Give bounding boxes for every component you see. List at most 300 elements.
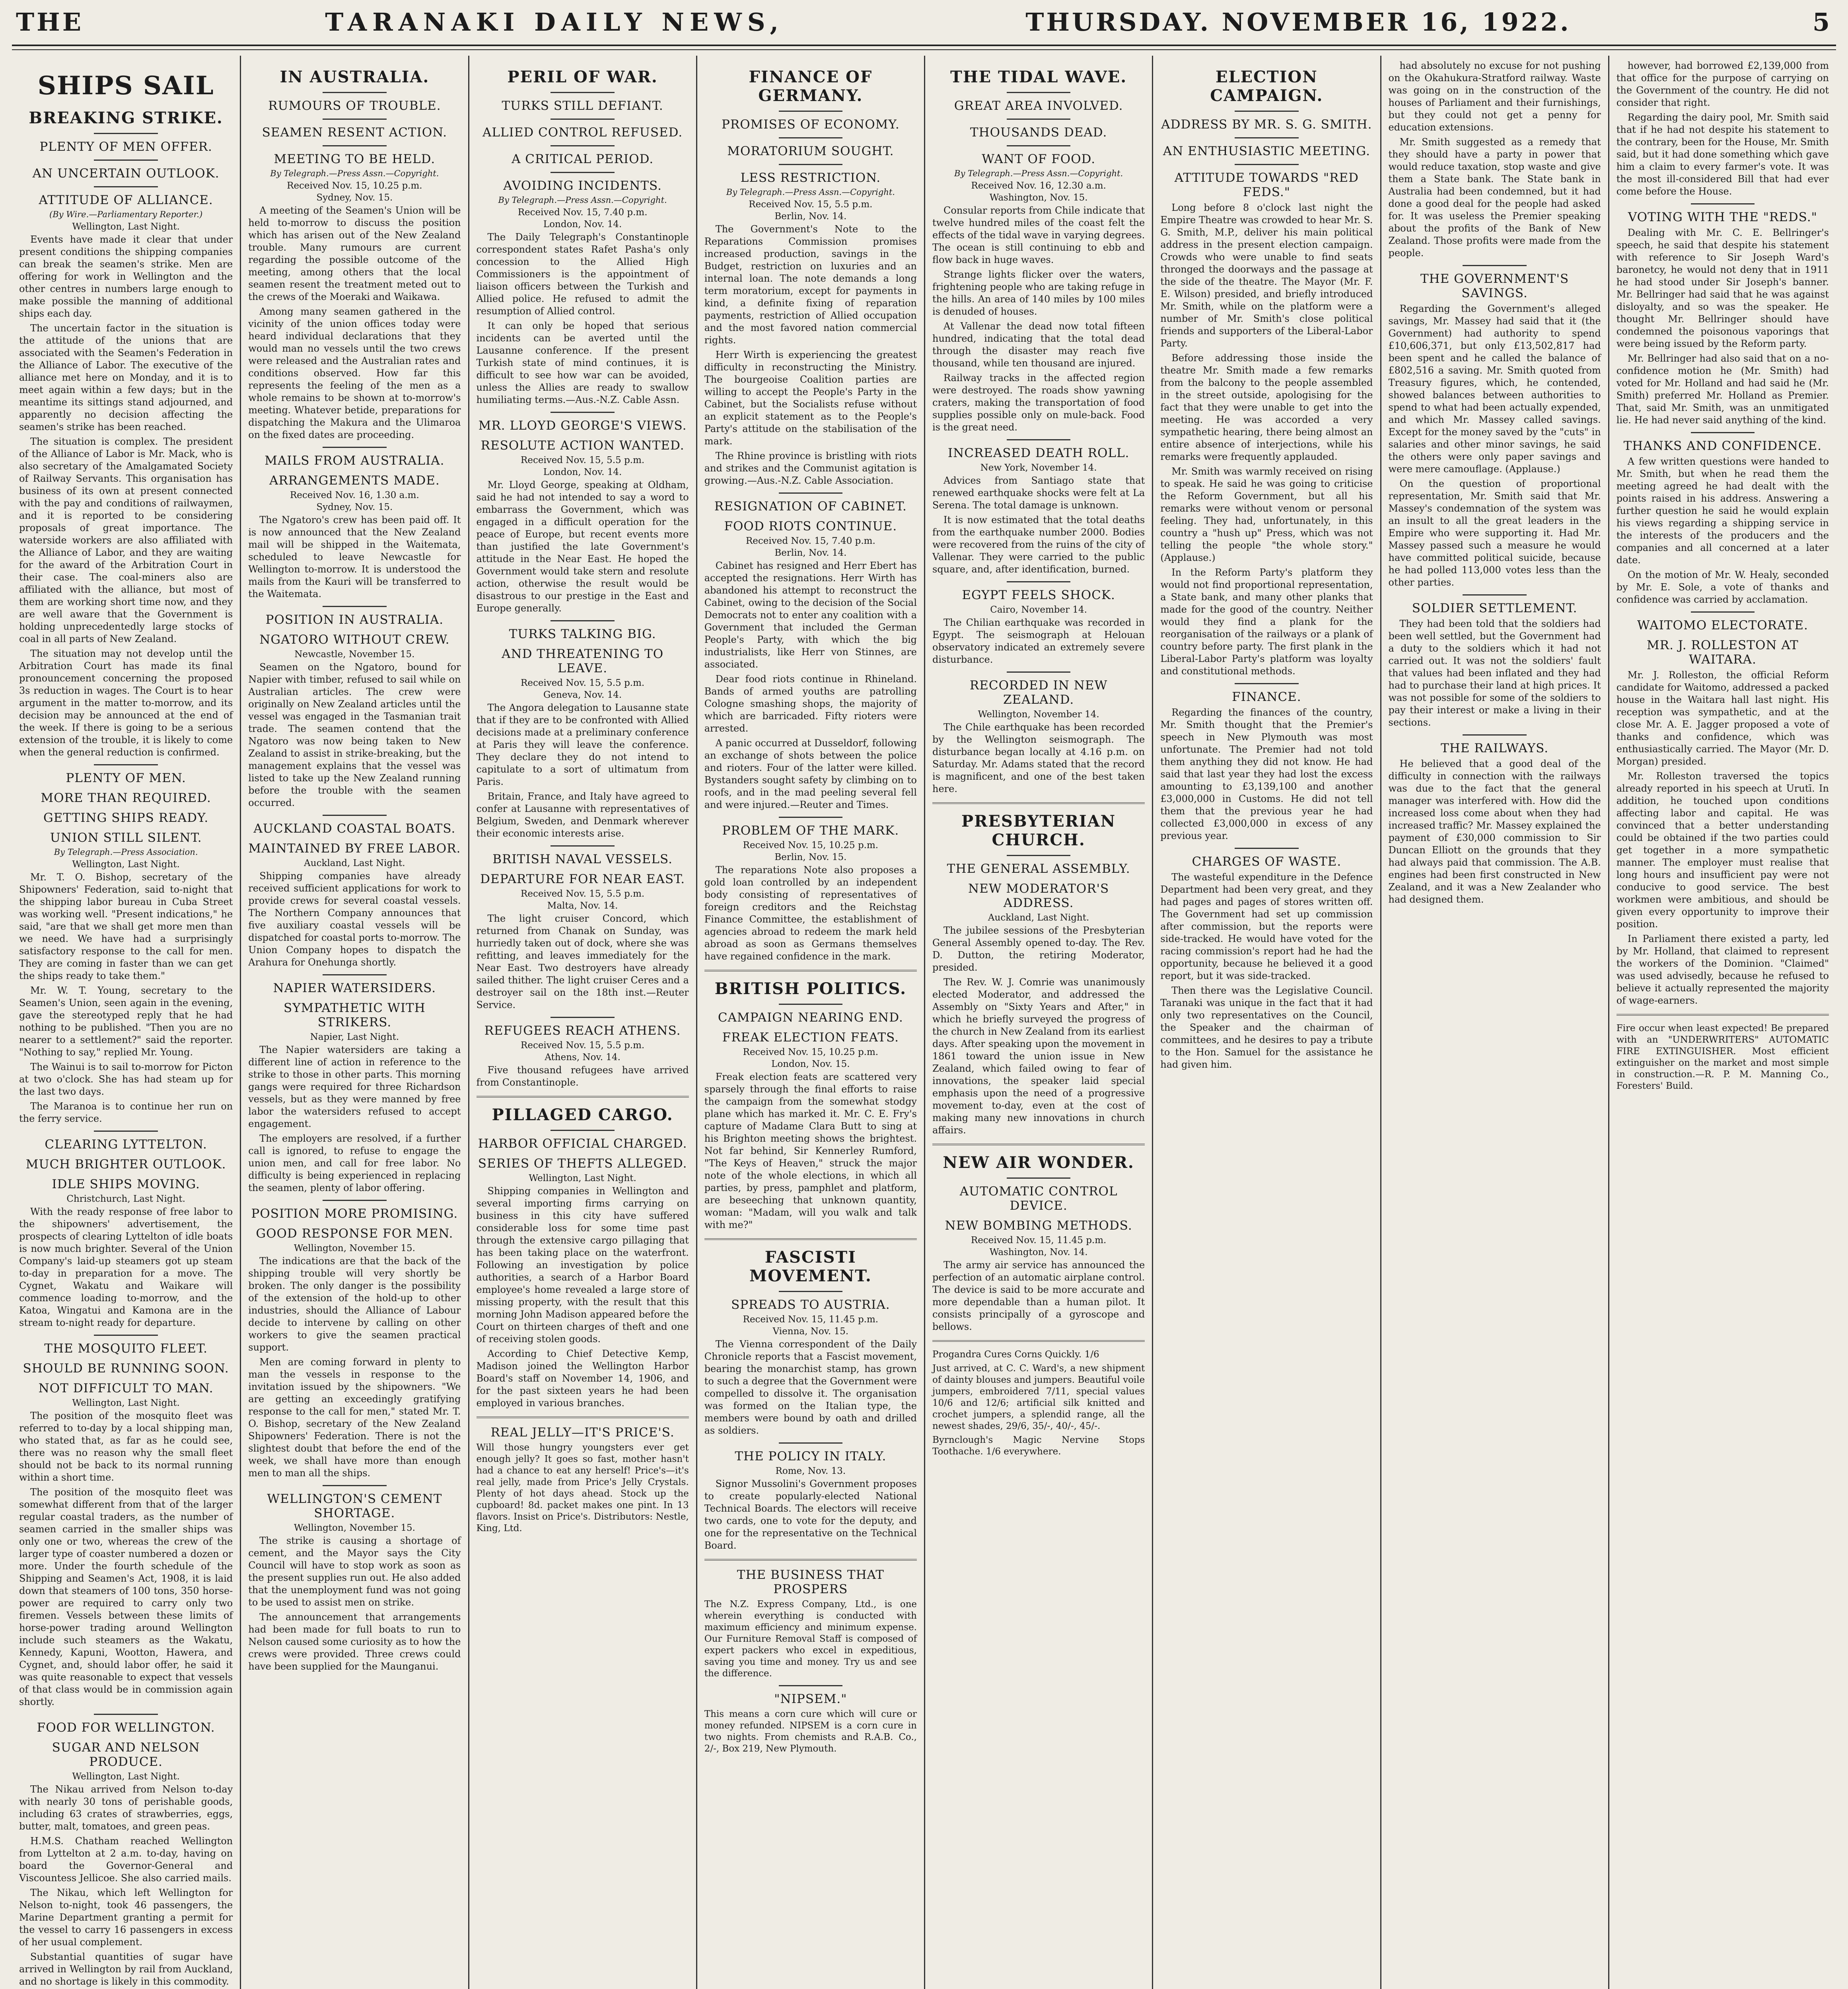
divider (94, 764, 158, 765)
deck: ALLIED CONTROL REFUSED. (482, 125, 683, 140)
section-heading: THE POLICY IN ITALY. (735, 1449, 887, 1464)
divider (94, 133, 158, 134)
divider (94, 160, 158, 161)
divider (551, 145, 614, 146)
dateline: Wellington, Last Night. (529, 1173, 636, 1183)
paragraph: Mr. W. T. Young, secretary to the Seamen's Union, seen again in the evening, gave the stereotyped reply that he had nothing to be published. "Then you are no nearer to a settlement?" said the reporter. "Nothing to say," replied Mr. Young. (19, 985, 233, 1058)
byline: By Telegraph.—Press Assn.—Copyright. (270, 169, 439, 178)
paragraph: The light cruiser Concord, which returned from Chanak on Sunday, was hurriedly taken out of dock, where she was refitting, and leaves immediately for the Near East. Two destroyers have already sailed thither. The light cruiser Ceres and a destroyer sail on the 18th inst.—Reuter Service. (476, 913, 689, 1010)
dateline: Geneva, Nov. 14. (543, 690, 622, 700)
column-5 (924, 56, 1152, 1989)
section-heading: NOT DIFFICULT TO MAN. (38, 1381, 214, 1395)
divider (323, 606, 386, 607)
paragraph: Mr. Smith was warmly received on rising to speak. He said he was going to criticise the Reform Government, but all his remarks were without venom or personal feeling. They had, unfortunately, in this country a "hush up" Press, which was not telling the people "the whole story." (Applause.) (1160, 466, 1373, 563)
section-heading: THE GENERAL ASSEMBLY. (947, 862, 1130, 876)
received-line: Received Nov. 15, 5.5 p.m. (521, 678, 645, 688)
divider (551, 620, 614, 621)
divider (551, 119, 614, 120)
paragraph: Regarding the finances of the country, Mr. Smith thought that the Premier's speech in New Plymouth was most unfortunate. The Premier had not told them anything they did not know. He had said that last year they had lost the excess amounting to £3,139,100 and another £3,000,000 in Customs. He did not tell them that the previous year he had collected £3,000,000 in excess of any previous year. (1160, 707, 1373, 841)
divider (323, 145, 386, 146)
section-heading: PLENTY OF MEN. (66, 771, 186, 785)
paragraph: At Vallenar the dead now total fifteen hundred, indicating that the total dead through the disaster may reach five thousand, while ten thousand are injured. (932, 321, 1145, 369)
section-heading: ARRANGEMENTS MADE. (269, 473, 440, 488)
section-heading: IDLE SHIPS MOVING. (52, 1177, 200, 1191)
section-heading: MR. J. ROLLESTON AT WAITARA. (1646, 638, 1799, 667)
paragraph: Regarding the dairy pool, Mr. Smith said that if he had not despite his statement to the contrary, been for the House, Mr. Smith said, but it had done something which gave him a claim to every farmer's vote. It was the most ill-considered Bill that had ever come before the House. (1616, 112, 1829, 197)
divider (779, 1442, 842, 1444)
divider (1235, 164, 1298, 165)
headline: IN AUSTRALIA. (280, 68, 430, 86)
deck: MORATORIUM SOUGHT. (727, 144, 894, 158)
headline: THE TIDAL WAVE. (950, 68, 1127, 86)
divider (323, 119, 386, 120)
paragraph: The army air service has announced the perfection of an automatic airplane control. The device is said to be more accurate and more dependable than a human pilot. It consists principally of a gyroscope and bellows. (932, 1259, 1145, 1332)
divider (323, 92, 386, 93)
paragraph: Mr. T. O. Bishop, secretary of the Shipowners' Federation, said to-night that the shipping labor bureau in Cuba Street was working well. "Present indications," he said, "are that we shall get more men than we need. We have had a surprisingly satisfactory response to the call for men. They are coming in faster than we can get the ships ready to take them." (19, 872, 233, 981)
section-heading: GETTING SHIPS READY. (43, 811, 209, 825)
received-line: Received Nov. 15, 5.5 p.m. (521, 889, 645, 899)
section-heading: NGATORO WITHOUT CREW. (259, 633, 450, 647)
paragraph: Substantial quantities of sugar have arrived in Wellington by rail from Auckland, and no shortage is likely in this commodity. (19, 1951, 233, 1987)
paragraph: Signor Mussolini's Government proposes to create popularly-elected National Technical Boards. The electors will receive two cards, one to vote for the deputy, and one for the representative on the Technical Board. (704, 1478, 917, 1551)
deck: WANT OF FOOD. (982, 152, 1096, 166)
received-line: Received Nov. 15, 10.25 p.m. (743, 840, 879, 850)
advert-text: Byrnclough's Magic Nervine Stops Toothache. 1/6 everywhere. (932, 1435, 1145, 1457)
divider (1691, 432, 1755, 433)
divider (551, 1130, 614, 1131)
paragraph: The wasteful expenditure in the Defence Department had been very great, and they had pages and pages of stores written off. The Government had set up commission after commission, but the reports were side-tracked. He would have voted for the racing commission's report had he had the opportunity, because he believed it a good report, but it was side-tracked. (1160, 872, 1373, 981)
divider (779, 817, 842, 818)
section-heading: NAPIER WATERSIDERS. (273, 981, 436, 995)
paragraph: H.M.S. Chatham reached Wellington from Lyttelton at 2 a.m. to-day, having on board the Governor-General and Viscountess Jellicoe. She also carried mails. (19, 1835, 233, 1884)
headline: SHIPS SAIL (37, 71, 214, 101)
paragraph: Shipping companies in Wellington and several importing firms carrying on business in this city have suffered considerable loss for some time past through the extensive cargo pillaging that has been taking place on the waterfront. Following an investigation by police authorities, a search of a Harbor Board employee's home revealed a large store of missing property, with the result that this morning John Madison appeared before the Court on thirteen charges of theft and one of receiving stolen goods. (476, 1185, 689, 1345)
paragraph: Strange lights flicker over the waters, frightening people who are taking refuge in the hills. An area of 140 miles by 100 miles is denuded of houses. (932, 269, 1145, 317)
advert-text: Will those hungry youngsters ever get enough jelly? It goes so fast, mother hasn't had a chance to eat any herself! Price's—it's real jelly, made from Price's Jelly Crystals. Plenty of hot days ahead. Stock up the cupboard! 8d. packet makes one pint. In 13 flavors. Insist on Price's. Distributors: Nestle, King, Ltd. (476, 1442, 689, 1534)
dateline: Washington, Nov. 15. (989, 193, 1088, 203)
paragraph: Then there was the Legislative Council. Taranaki was unique in the fact that it had only two representatives on the Council, the Speaker and the chairman of committees, and he desires to pay a tribute to the Hon. Samuel for the assistance he had given him. (1160, 985, 1373, 1070)
advert-heading: REAL JELLY—IT'S PRICE'S. (490, 1425, 675, 1440)
paragraph: The Rhine province is bristling with riots and strikes and the Communist agitation is growing.—Aus.-N.Z. Cable Association. (704, 450, 917, 486)
paragraph: In the Reform Party's platform they would not find proportional representation, a State bank, and many other planks that made for the good of the country. Neither would they find a plank for the reorganisation of the railways or a plank of country before party. The first plank in the Liberal-Labor Party's platform was loyalty and constitutional methods. (1160, 567, 1373, 677)
section-heading: RESIGNATION OF CABINET. (714, 499, 907, 514)
paragraph: Freak election feats are scattered very sparsely through the final efforts to raise the campaign from the somewhat stodgy plane which has marked it. Mr. C. E. Fry's capture of Madame Clara Butt to sing at his Brighton meeting shows the brightest. Not far behind, Sir Kennerley Rumford, "The Keys of Heaven," struck the major note of the whole elections, in which all parties, by press, pamphlet and platform, are beseeching that unknown quantity, woman: "Madam, will you walk and talk with me?" (704, 1071, 917, 1230)
paragraph: The jubilee sessions of the Presbyterian General Assembly opened to-day. The Rev. D. Dutton, the retiring Moderator, presided. (932, 925, 1145, 973)
paragraph: Consular reports from Chile indicate that twelve hundred miles of the coast felt the effects of the tidal wave in varying degrees. The ocean is still continuing to ebb and flow back in huge waves. (932, 205, 1145, 265)
deck: ATTITUDE TOWARDS "RED FEDS." (1174, 171, 1359, 199)
column-3 (468, 56, 696, 1989)
dateline: Sydney, Nov. 15. (316, 193, 393, 203)
advert-text: The N.Z. Express Company, Ltd., is one wherein everything is conducted with maximum efficiency and minimum expense. Our Furniture Removal Staff is composed of expert packers who excel in expeditious, saving you time and money. Try us and see the difference. (704, 1599, 917, 1679)
section-headline: PRESBYTERIAN CHURCH. (961, 812, 1116, 849)
paragraph: It can only be hoped that serious incidents can be averted until the Lausanne conference. If the present Turkish state of mind continues, it is difficult to see how war can be avoided, unless the Allies are ready to swallow humiliating terms.—Aus.-N.Z. Cable Assn. (476, 320, 689, 405)
section-heading: AND THREATENING TO LEAVE. (502, 647, 664, 675)
advert-heading: "NIPSEM." (774, 1692, 847, 1706)
section-heading: THANKS AND CONFIDENCE. (1623, 439, 1822, 453)
divider (477, 1417, 689, 1418)
deck: GREAT AREA INVOLVED. (954, 99, 1123, 113)
paragraph: The Napier watersiders are taking a different line of action in reference to the strike to those in other parts. This morning gangs were required for three Richardson vessels, but as they were manned by free labor the watersiders refused to accept engagement. (248, 1044, 461, 1129)
section-heading: SPREADS TO AUSTRIA. (731, 1298, 890, 1312)
paragraph: With the ready response of free labor to the shipowners' advertisement, the prospects of clearing Lyttelton of idle boats is now much brighter. Several of the Union Company's laid-up steamers got up steam to-day in preparation for a move. The Cygnet, Wakatu and Waikare will commence loading to-morrow, and the Katoa, Wingatui and Kamona are in the stream to-night ready for departure. (19, 1206, 233, 1328)
divider (932, 1340, 1145, 1342)
divider (779, 1004, 842, 1005)
divider (551, 845, 614, 847)
dateline: Washington, Nov. 14. (989, 1247, 1088, 1257)
divider (779, 492, 842, 494)
section-heading: FOOD RIOTS CONTINUE. (724, 519, 897, 533)
dateline: Rome, Nov. 13. (775, 1466, 846, 1476)
paragraph: The Wainui is to sail to-morrow for Picton at two o'clock. She has had steam up for the last two days. (19, 1061, 233, 1097)
paragraph: On the motion of Mr. W. Healy, seconded by Mr. E. Sole, a vote of thanks and confidence was carried by acclamation. (1616, 569, 1829, 605)
dateline: Christchurch, Last Night. (66, 1194, 185, 1204)
section-heading: RECORDED IN NEW ZEALAND. (969, 678, 1108, 707)
paragraph: A few written questions were handed to Mr. Smith, but when he read them the meeting agreed he had dealt with the points raised in his address. Answering a further question he said he would explain his views regarding a shipping service in the interests of the producers and the companies and all concerned at a later date. (1616, 456, 1829, 566)
dateline: Malta, Nov. 14. (547, 901, 618, 911)
paragraph: Railway tracks in the affected region were destroyed. The roads show yawning craters, making the transportation of food supplies possible only on mule-back. Food is the great need. (932, 372, 1145, 433)
deck: BREAKING STRIKE. (29, 109, 223, 127)
dateline: Napier, Last Night. (310, 1032, 399, 1042)
byline: By Telegraph.—Press Association. (54, 847, 198, 857)
divider (704, 1559, 917, 1561)
divider (1007, 671, 1070, 673)
dateline: New York, November 14. (980, 463, 1097, 473)
section-heading: NEW MODERATOR'S ADDRESS. (968, 882, 1109, 910)
paragraph: Mr. Lloyd George, speaking at Oldham, said he had not intended to say a word to embarrass the Government, which was engaged in a difficult operation for the peace of Europe, but recent events more than justified the late Government's attitude in the Near East. He hoped the Government would take stern and resolute action, otherwise the result would be disastrous to our prestige in the East and Europe generally. (476, 479, 689, 614)
section-heading: SERIES OF THEFTS ALLEGED. (478, 1156, 687, 1171)
paragraph: The Government's Note to the Reparations Commission promises increased production, savings in the Budget, restriction on luxuries and an internal loan. The note demands a long term moratorium, except for payments in kind, a definite fixing of reparation payments, restriction of Allied occupation and the most favored nation commercial rights. (704, 224, 917, 346)
section-heading: WELLINGTON'S CEMENT SHORTAGE. (267, 1492, 442, 1520)
dateline: Berlin, Nov. 14. (774, 211, 847, 222)
divider (94, 1714, 158, 1715)
paragraph: The Chilian earthquake was recorded in Egypt. The seismograph at Helouan observatory indicated an extremely severe disturbance. (932, 617, 1145, 665)
section-heading: FREAK ELECTION FEATS. (722, 1030, 899, 1045)
divider (323, 974, 386, 975)
divider (1007, 145, 1070, 146)
divider (551, 412, 614, 413)
deck: PROMISES OF ECONOMY. (722, 117, 900, 132)
section-heading: NEW BOMBING METHODS. (945, 1218, 1132, 1233)
paragraph: Seamen on the Ngatoro, bound for Napier with timber, refused to sail while on Australian articles. The crew were originally on New Zealand articles until the vessel was engaged in the Tasmanian trait trade. The seamen contend that the Ngatoro was now being taken to New Zealand to assist in strike-breaking, but the management explains that the vessel was listed to take up the New Zealand running before the trouble with the seamen occurred. (248, 662, 461, 808)
divider (1463, 734, 1526, 736)
divider (1007, 92, 1070, 93)
masthead-left: THE (16, 7, 84, 37)
section-headline: PILLAGED CARGO. (492, 1105, 673, 1124)
divider (1463, 594, 1526, 596)
column-1 (12, 56, 240, 1989)
section-heading: HARBOR OFFICIAL CHARGED. (478, 1137, 687, 1151)
paragraph: In Parliament there existed a party, led by Mr. Holland, that claimed to represent the workers of the Dominion. "Claimed" was used advisedly, because he refused to believe it actually represented the majority of wage-earners. (1616, 933, 1829, 1006)
section-heading: MUCH BRIGHTER OUTLOOK. (25, 1157, 226, 1172)
dateline: London, Nov. 14. (543, 467, 622, 477)
dateline: Cairo, November 14. (990, 605, 1087, 615)
section-heading: THE GOVERNMENT'S SAVINGS. (1420, 272, 1569, 300)
paragraph: Mr. Rolleston traversed the topics already reported in his speech at Urutī. In addition, he touched upon conditions affecting labor and capital. He was convinced that a better understanding could be obtained if the two parties could get together in a more sympathetic manner. The employer must realise that long hours and insufficient pay were not conducive to good service. The best workmen were ambitious, and should be given every opportunity to improve their position. (1616, 771, 1829, 930)
paragraph: The Vienna correspondent of the Daily Chronicle reports that a Fascist movement, bearing the monarchist stamp, has grown to such a degree that the Government were compelled to dissolve it. The organisation was formed on the Italian type, the members were bound by oath and drilled as soldiers. (704, 1339, 917, 1436)
dateline: Berlin, Nov. 15. (774, 852, 847, 862)
divider (323, 1200, 386, 1201)
paragraph: They had been told that the soldiers had been well settled, but the Government had a duty to the soldiers which it had not carried out. It was not the soldiers' fault that values had been inflated and they had had to purchase their land at high prices. It was not possible for some of the soldiers to pay their interest or make a living in their sections. (1388, 618, 1601, 728)
dateline: Wellington, Last Night. (72, 859, 180, 870)
received-line: Received Nov. 15, 5.5 p.m. (749, 199, 873, 210)
deck: AN UNCERTAIN OUTLOOK. (32, 166, 220, 181)
paragraph: Herr Wirth is experiencing the greatest difficulty in reconstructing the Ministry. The bourgeoise Coalition parties are willing to accept the People's Party in the Cabinet, but the Socialists refuse without an explicit statement as to the People's Party's attitude on the stabilisation of the mark. (704, 349, 917, 447)
divider (323, 815, 386, 816)
paragraph: Advices from Santiago state that renewed earthquake shocks were felt at La Serena. The total damage is unknown. (932, 475, 1145, 511)
paragraph: The uncertain factor in the situation is the attitude of the unions that are associated with the Seamen's Federation in the Alliance of Labor. The executive of the alliance met here on Monday, and it is to meet again within a few days; but in the meantime its sittings stand adjourned, and apparently no decision affecting the seamen's strike has been reached. (19, 323, 233, 432)
received-line: Received Nov. 15, 7.40 p.m. (517, 207, 648, 218)
divider (323, 447, 386, 448)
paragraph: The Rev. W. J. Comrie was unanimously elected Moderator, and addressed the Assembly on "Sixty Years and After," in which he briefly surveyed the progress of the church in New Zealand from its earliest days. After speaking upon the movement in 1861 toward the union issue in New Zealand, which failed owing to fear of innovations, the speaker laid special emphasis upon the need of a progressive movement to-day, even at the cost of making many new innovations in church affairs. (932, 977, 1145, 1136)
divider (779, 137, 842, 138)
dateline: London, Nov. 14. (543, 219, 622, 230)
divider (1007, 855, 1070, 856)
dateline: Wellington, Last Night. (72, 222, 180, 232)
column-4 (696, 56, 924, 1989)
divider (94, 1131, 158, 1132)
section-heading: EGYPT FEELS SHOCK. (962, 588, 1115, 602)
paragraph: The Nikau, which left Wellington for Nelson to-night, took 46 passengers, the Marine Department granting a permit for the vessel to carry 16 passengers in excess of her usual complement. (19, 1887, 233, 1948)
section-headline: FASCISTI MOVEMENT. (749, 1248, 872, 1285)
deck: TURKS STILL DEFIANT. (502, 99, 663, 113)
paragraph: however, had borrowed £2,139,000 from that office for the purpose of carrying on the Government of the country. He did not consider that right. (1616, 60, 1829, 108)
section-heading: SUGAR AND NELSON PRODUCE. (52, 1740, 200, 1769)
deck: LESS RESTRICTION. (740, 171, 881, 185)
paragraph: had absolutely no excuse for not pushing on the Okahukura-Stratford railway. Waste was going on in the construction of the houses of Parliament and their furnishings, but they could not get a penny for education extensions. (1388, 60, 1601, 133)
section-heading: SOLDIER SETTLEMENT. (1412, 601, 1578, 615)
paragraph: According to Chief Detective Kemp, Madison joined the Wellington Harbor Board's staff on November 14, 1906, and for the past sixteen years he had been employed in various branches. (476, 1348, 689, 1409)
section-heading: CHARGES OF WASTE. (1192, 854, 1342, 869)
paragraph: The Angora delegation to Lausanne state that if they are to be confronted with Allied decisions made at a preliminary conference at Paris they will leave the conference. They declare they do not intend to capitulate to a sort of ultimatum from Paris. (476, 702, 689, 787)
dateline: Newcastle, November 15. (294, 649, 415, 660)
section-heading: AUTOMATIC CONTROL DEVICE. (959, 1184, 1118, 1213)
paragraph: On the question of proportional representation, Mr. Smith said that Mr. Massey's condemnation of the system was an insult to all the great leaders in the Empire who were supporting it. Had Mr. Massey passed such a measure he would have committed political suicide, because he had polled 113,000 votes less than the other parties. (1388, 478, 1601, 588)
dateline: Auckland, Last Night. (304, 858, 405, 868)
section-heading: PROBLEM OF THE MARK. (722, 823, 899, 838)
paragraph: The Ngatoro's crew has been paid off. It is now announced that the New Zealand mail will be shipped in the Waitemata, scheduled to leave Newcastle for Wellington to-morrow. It is understood the mails from the Kauri will be transferred to the Waitemata. (248, 514, 461, 599)
section-headline: NEW AIR WONDER. (943, 1153, 1134, 1172)
advert-text: Just arrived, at C. C. Ward's, a new shipment of dainty blouses and jumpers. Beautiful voile jumpers, embroidered 7/11, special values 10/6 and 12/6; artificial silk knitted and crochet jumpers, a splendid range, all the newest shades, 29/6, 35/-, 40/-, 45/-. (932, 1363, 1145, 1431)
section-heading: FINANCE. (1232, 690, 1301, 704)
divider (779, 1685, 842, 1686)
paragraph: The Chile earthquake has been recorded by the Wellington seismograph. The disturbance began locally at 4.16 p.m. on Saturday. Mr. Adams stated that the record is magnificent, and one of the best taken here. (932, 722, 1145, 794)
divider (779, 164, 842, 165)
deck: MEETING TO BE HELD. (274, 152, 436, 166)
section-heading: MAILS FROM AUSTRALIA. (265, 453, 445, 468)
divider (1235, 683, 1298, 684)
received-line: Received Nov. 15, 11.45 p.m. (743, 1314, 879, 1325)
received-line: Received Nov. 15, 7.40 p.m. (745, 536, 875, 546)
column-6 (1152, 56, 1380, 1989)
section-heading: THE RAILWAYS. (1441, 741, 1549, 755)
paragraph: The situation may not develop until the Arbitration Court has made its final pronouncement concerning the proposed 3s reduction in wages. The Court is to hear argument in the matter to-morrow, and its decision may be announced at the end of the week. If there is going to be a serious extension of the trouble, it is likely to come when the general reduction is confirmed. (19, 648, 233, 758)
paragraph: The position of the mosquito fleet was referred to to-day by a local shipping man, who stated that, as far as he could see, there was no reason why the small fleet should not be back to its normal running within a short time. (19, 1410, 233, 1483)
section-heading: CAMPAIGN NEARING END. (718, 1010, 903, 1025)
columns (12, 56, 1836, 1989)
section-heading: REFUGEES REACH ATHENS. (484, 1024, 681, 1038)
paragraph: Men are coming forward in plenty to man the vessels in response to the invitation issued by the shipowners. "We are getting an exceedingly gratifying response to the call for men," stated Mr. T. O. Bishop, secretary of the New Zealand Shipowners' Federation. There is not the slightest doubt that before the end of the week, we shall have more than enough men to man all the ships. (248, 1356, 461, 1479)
section-heading: MAINTAINED BY FREE LABOR. (248, 841, 461, 856)
deck: THOUSANDS DEAD. (970, 125, 1107, 140)
divider (323, 1485, 386, 1486)
received-line: Received Nov. 15, 5.5 p.m. (521, 1040, 645, 1051)
divider (1691, 203, 1755, 204)
divider (551, 92, 614, 93)
masthead (16, 0, 1832, 44)
column-7 (1380, 56, 1608, 1989)
received-line: Received Nov. 15, 11.45 p.m. (971, 1235, 1107, 1246)
deck: AN ENTHUSIASTIC MEETING. (1163, 144, 1370, 158)
section-heading: TURKS TALKING BIG. (509, 627, 656, 641)
paragraph: Five thousand refugees have arrived from Constantinople. (476, 1065, 689, 1088)
dateline: London, Nov. 15. (771, 1059, 850, 1069)
paragraph: A panic occurred at Dusseldorf, following an exchange of shots between the police and rioters. Four of the latter were killed. Bystanders sought safety by climbing on to roofs, and in the mad peeling several fell and were injured.—Reuter and Times. (704, 738, 917, 810)
divider (932, 802, 1145, 804)
deck: ATTITUDE OF ALLIANCE. (39, 193, 213, 207)
deck: ADDRESS BY MR. S. G. SMITH. (1161, 117, 1372, 132)
received-line: Received Nov. 15, 10.25 p.m. (287, 181, 422, 191)
paragraph: Events have made it clear that under present conditions the shipping companies can break the seamen's strike. Men are offering for work in Wellington and the other centres in numbers large enough to make possible the manning of additional ships each day. (19, 234, 233, 319)
divider (94, 186, 158, 187)
dateline: Wellington, November 15. (294, 1523, 415, 1533)
dateline: Wellington, November 15. (294, 1243, 415, 1253)
deck: RUMOURS OF TROUBLE. (268, 99, 441, 113)
paragraph: Dear food riots continue in Rhineland. Bands of armed youths are patrolling Cologne smashing shops, the majority of which are barricaded. Fifty rioters were arrested. (704, 673, 917, 734)
paragraph: The employers are resolved, if a further call is ignored, to refuse to engage the union men, and call for free labor. No difficulty is being experienced in replacing the seamen, plenty of labor offering. (248, 1133, 461, 1193)
column-8 (1608, 56, 1836, 1989)
paragraph: He believed that a good deal of the difficulty in connection with the railways was due to the fact that the general manager was interfered with. How did the increased loss come about when they had increased traffic? Mr. Massey explained the payment of £30,000 commission to Sir Duncan Elliott on the grounds that they had always paid that commission. The A.B. engines had been first constructed in New Zealand, and it was a New Zealander who had designed them. (1388, 758, 1601, 905)
section-heading: WAITOMO ELECTORATE. (1637, 618, 1808, 633)
divider (779, 1291, 842, 1292)
masthead-rule (12, 45, 1836, 50)
received-line: Received Nov. 16, 1.30 a.m. (290, 490, 419, 500)
byline: By Telegraph.—Press Assn.—Copyright. (954, 169, 1123, 178)
headline: ELECTION CAMPAIGN. (1210, 68, 1323, 105)
divider (551, 1017, 614, 1018)
masthead-page-number: 5 (1812, 7, 1832, 37)
paragraph: The reparations Note also proposes a gold loan controlled by an independent body consisting of representatives of foreign creditors and the Reichstag Finance Committee, the establishment of agencies abroad to redeem the mark held abroad as soon as Germans themselves have regained confidence in the mark. (704, 864, 917, 962)
divider (779, 111, 842, 112)
dateline: Vienna, Nov. 15. (772, 1326, 849, 1337)
byline: By Telegraph.—Press Assn.—Copyright. (726, 187, 895, 197)
divider (1691, 611, 1755, 613)
section-heading: POSITION IN AUSTRALIA. (265, 613, 444, 627)
paragraph: The announcement that arrangements had been made for full boats to run to Nelson caused some curiosity as to how the crews were provided. Three crews could have been supplied for the Maunganui. (248, 1611, 461, 1672)
dateline: Athens, Nov. 14. (545, 1052, 621, 1063)
section-heading: MR. LLOYD GEORGE'S VIEWS. (478, 418, 687, 433)
divider (704, 970, 917, 971)
byline: By Telegraph.—Press Assn.—Copyright. (498, 195, 667, 205)
dateline: Wellington, Last Night. (72, 1771, 180, 1782)
paragraph: Dealing with Mr. C. E. Bellringer's speech, he said that despite his statement with reference to Sir Joseph Ward's baronetcy, he would not deny that in 1911 he had stood under Sir Joseph's banner. Mr. Bellringer had said that he was against disloyalty, and so was the speaker. He thought Mr. Bellringer should have condemned the poisonous vaporings that were being issued by the Reform party. (1616, 227, 1829, 349)
section-heading: GOOD RESPONSE FOR MEN. (256, 1226, 453, 1241)
divider (94, 1335, 158, 1336)
paragraph: The indications are that the back of the shipping trouble will very shortly be broken. The only danger is the possibility of the extension of the hold-up to other industries, should the Alliance of Labour decide to intervene by calling on other workers to give the seamen practical support. (248, 1255, 461, 1353)
paragraph: Britain, France, and Italy have agreed to confer at Lausanne with representatives of Belgium, Sweden, and Denmark wherever their economic interests arise. (476, 791, 689, 839)
headline: FINANCE OF GERMANY. (749, 68, 873, 105)
divider (1007, 1177, 1070, 1179)
headline: PERIL OF WAR. (507, 68, 658, 86)
paragraph: The Daily Telegraph's Constantinople correspondent states Rafet Pasha's only concession to the Allied High Commissioners is the appointment of liaison officers between the Turkish and Allied police. He refused to admit the resumption of Allied control. (476, 232, 689, 317)
dateline: Auckland, Last Night. (988, 913, 1089, 923)
dateline: Wellington, November 14. (978, 709, 1099, 720)
divider (1235, 137, 1298, 138)
paragraph: The strike is causing a shortage of cement, and the Mayor says the City Council will have to stop work as soon as the present supplies run out. He also added that the unemployment fund was not going to be used to assist men on strike. (248, 1535, 461, 1608)
paragraph: The situation is complex. The president of the Alliance of Labor is Mr. Mack, who is also secretary of the Amalgamated Society of Railway Servants. This organisation has business of its own at present connected with the pay and conditions of railwaymen, and it is reported to be considering proposals of great importance. The waterside workers are also affiliated with the Alliance of Labor, and they are waiting for the award of the Arbitration Court in their case. The coal-miners also are affiliated with the alliance, but most of them are working short time now, and they are well aware that the Government is holding unprecedentedly large stocks of coal in all parts of New Zealand. (19, 436, 233, 644)
paragraph: The Nikau arrived from Nelson to-day with nearly 30 tons of perishable goods, including 63 crates of strawberries, eggs, butter, malt, tomatoes, and green peas. (19, 1784, 233, 1832)
section-heading: THE MOSQUITO FLEET. (44, 1341, 208, 1356)
section-heading: SYMPATHETIC WITH STRIKERS. (283, 1001, 426, 1030)
divider (551, 172, 614, 173)
divider (1235, 848, 1298, 849)
paragraph: Shipping companies have already received sufficient applications for work to provide crews for several coastal vessels. The Northern Company announces that five auxiliary coastal vessels will be dispatched for coastal ports to-morrow. The Union Company hopes to dispatch the Arahura for Onehunga shortly. (248, 870, 461, 968)
masthead-title: TARANAKI DAILY NEWS, (325, 7, 784, 37)
column-2 (240, 56, 468, 1989)
divider (1007, 119, 1070, 120)
paragraph: Long before 8 o'clock last night the Empire Theatre was crowded to hear Mr. S. G. Smith, M.P., deliver his main political address in the present election campaign. Crowds who were unable to find seats thronged the doorways and the passage at the side of the theatre. The Mayor (Mr. F. E. Wilson) presided, and briefly introduced Mr. Smith, while on the platform were a number of Mr. Smith's close political friends and supporters of the Liberal-Labor Party. (1160, 202, 1373, 349)
section-heading: RESOLUTE ACTION WANTED. (480, 438, 685, 453)
advert-text: Progandra Cures Corns Quickly. 1/6 (932, 1349, 1099, 1360)
divider (477, 1096, 689, 1098)
dateline: Wellington, Last Night. (72, 1398, 180, 1408)
divider (1235, 111, 1298, 112)
paragraph: The position of the mosquito fleet was somewhat different from that of the larger regular coastal traders, as the number of seamen carried in the smaller ships was only one or two, whereas the crew of the larger type of coaster numbered a dozen or more. Under the fourth schedule of the Shipping and Seamen's Act, 1908, it is laid down that steamers of 100 tons, 350 horse-power are required to carry only two firemen. Vessels between these limits of horse-power trading around Wellington include such steamers as the Wakatu, Kennedy, Kapuni, Wootton, Hawera, and Cygnet, and, should labor offer, he said it was quite reasonable to expect that vessels of that class would be in commission again shortly. (19, 1487, 233, 1707)
section-headline: BRITISH POLITICS. (714, 979, 907, 998)
paragraph: Cabinet has resigned and Herr Ebert has accepted the resignations. Herr Wirth has abandoned his attempt to reconstruct the Cabinet, owing to the decision of the Social Democrats not to enter any coalition with a Government that included the German People's Party, with which the big industrialists, like Herr von Stinnes, are associated. (704, 560, 917, 670)
received-line: Received Nov. 15, 10.25 p.m. (743, 1047, 879, 1057)
divider (1617, 1014, 1829, 1016)
advert-heading: THE BUSINESS THAT PROSPERS (737, 1568, 884, 1596)
section-heading: CLEARING LYTTELTON. (45, 1137, 207, 1152)
advert-text: This means a corn cure which will cure or money refunded. NIPSEM is a corn cure in two nights. From chemists and R.A.B. Co., 2/-, Box 219, New Plymouth. (704, 1709, 917, 1754)
byline: (By Wire.—Parliamentary Reporter.) (49, 210, 203, 219)
section-heading: SHOULD BE RUNNING SOON. (23, 1361, 229, 1376)
paragraph: It is now estimated that the total deaths from the earthquake number 2000. Bodies were recovered from the ruins of the city of Vallenar. They were carried to the public square, and, after identification, burned. (932, 514, 1145, 575)
received-line: Received Nov. 16, 12.30 a.m. (971, 181, 1106, 191)
section-heading: POSITION MORE PROMISING. (251, 1207, 458, 1221)
received-line: Received Nov. 15, 5.5 p.m. (521, 455, 645, 465)
divider (1463, 265, 1526, 266)
paragraph: Before addressing those inside the theatre Mr. Smith made a few remarks from the balcony to the people assembled in the street outside, apologising for the fact that they were unable to get into the meeting. He was accorded a very sympathetic hearing, there being almost an entire absence of interjections, while his remarks were frequently applauded. (1160, 352, 1373, 462)
divider (1007, 439, 1070, 440)
paragraph: Mr. Smith suggested as a remedy that they should have a party in power that would reduce taxation, stop waste and give them a State bank. The State bank in Australia had been condemned, but it had done a good deal for the people had asked for. It was useless the Premier speaking about the profits of the Bank of New Zealand. Those profits were made from the people. (1388, 136, 1601, 259)
paragraph: Mr. J. Rolleston, the official Reform candidate for Waitomo, addressed a packed house in the Waitara hall last night. His reception was sympathetic, and at the close Mr. A. E. Jagger proposed a vote of thanks and confidence, which was enthusiastically carried. The Mayor (Mr. D. Morgan) presided. (1616, 669, 1829, 767)
section-heading: INCREASED DEATH ROLL. (947, 446, 1130, 460)
masthead-date: THURSDAY. NOVEMBER 16, 1922. (1025, 7, 1571, 37)
divider (932, 1144, 1145, 1145)
dateline: Berlin, Nov. 14. (774, 548, 847, 558)
deck: SEAMEN RESENT ACTION. (262, 125, 447, 140)
paragraph: Among many seamen gathered in the vicinity of the union offices today were heard individual declarations that they would man no vessels until the two crews were released and the Australian rates and conditions observed. How far this represents the feeling of the men as a whole remains to be shown at to-morrow's meeting. Whatever betide, preparations for dispatching the Makura and the Ulimaroa on the fixed dates are proceeding. (248, 306, 461, 440)
section-heading: VOTING WITH THE "REDS." (1628, 210, 1817, 224)
deck: PLENTY OF MEN OFFER. (39, 140, 212, 154)
paragraph: Mr. Bellringer had also said that on a no-confidence motion he (Mr. Smith) had voted for Mr. Holland and had said he (Mr. Smith) preferred Mr. Holland as Premier. That, said Mr. Smith, was an unmitigated lie. He had never said anything of the kind. (1616, 353, 1829, 426)
deck: AVOIDING INCIDENTS. (503, 179, 662, 193)
section-heading: BRITISH NAVAL VESSELS. (492, 852, 673, 866)
divider (1007, 581, 1070, 582)
advert-text: Fire occur when least expected! Be prepared with an "UNDERWRITERS" AUTOMATIC FIRE EXTINGUISHER. Most efficient extinguisher on the market and most simple in construction.—R. P. M. Manning Co., Foresters' Build. (1616, 1023, 1829, 1091)
section-heading: MORE THAN REQUIRED. (41, 791, 211, 805)
section-heading: UNION STILL SILENT. (50, 831, 202, 845)
divider (704, 1238, 917, 1240)
section-heading: DEPARTURE FOR NEAR EAST. (480, 872, 685, 886)
deck: A CRITICAL PERIOD. (512, 152, 654, 166)
paragraph: A meeting of the Seamen's Union will be held to-morrow to discuss the position which has arisen out of the New Zealand trouble. Many rumours are current regarding the possible outcome of the meeting, among others that the local seamen resent the treatment meted out to the crews of the Moeraki and Waikawa. (248, 205, 461, 302)
section-heading: FOOD FOR WELLINGTON. (37, 1720, 215, 1735)
paragraph: Regarding the Government's alleged savings, Mr. Massey had said that it (the Government) had authority to spend £10,606,371, but only £13,502,817 had been spent and he called the balance of £802,516 a saving. Mr. Smith quoted from Treasury figures, which, he contended, showed balances between authorities to spend to what had been actually expended, and which Mr. Massey called savings. Except for the money saved by the "cuts" in salaries and other minor savings, he said the others were only paper savings and were mere camouflage. (Applause.) (1388, 303, 1601, 475)
paragraph: The Maranoa is to continue her run on the ferry service. (19, 1101, 233, 1124)
section-heading: AUCKLAND COASTAL BOATS. (253, 821, 456, 836)
